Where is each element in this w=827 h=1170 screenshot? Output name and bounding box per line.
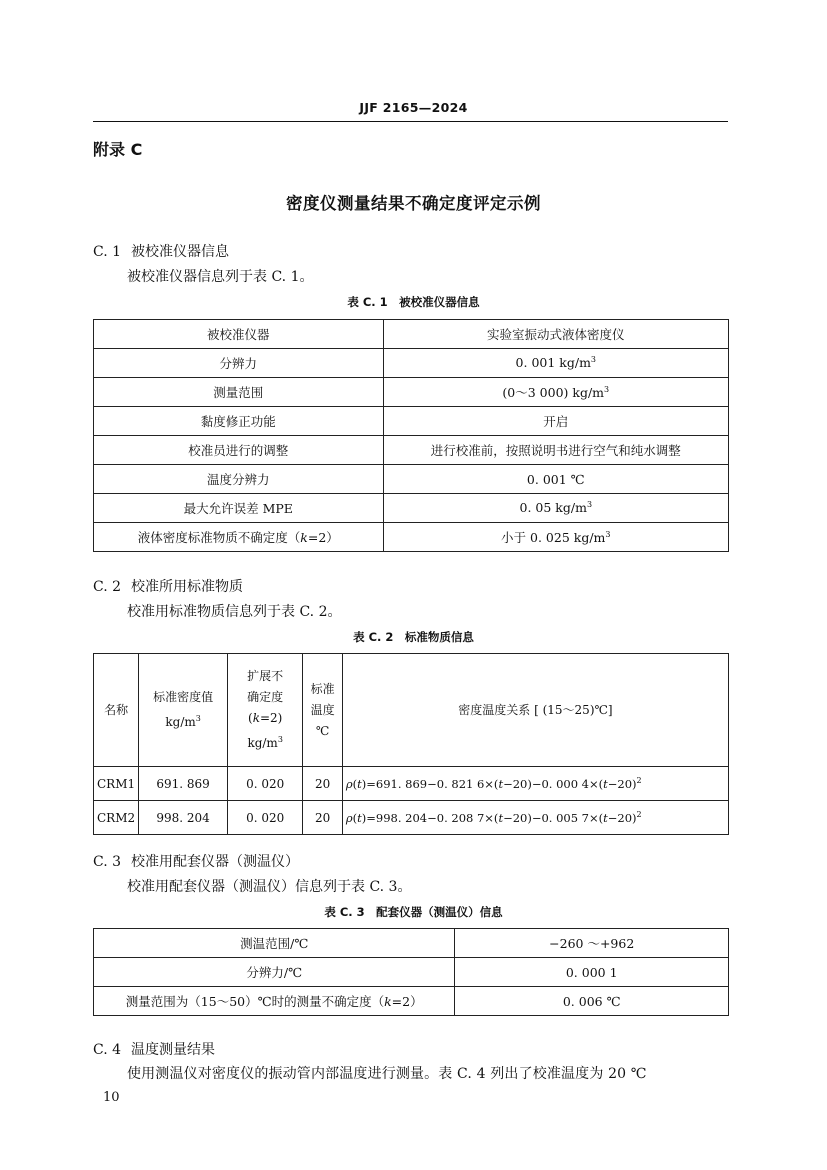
header-temperature: 标准 温度 ℃ [303,654,343,767]
table-cell-value: 实验室振动式液体密度仪 [383,320,728,349]
section-heading-c4 [93,1039,215,1059]
cell-uncertainty: 0. 020 [228,767,303,801]
table-cell-value: 0. 05 $kg/m^3$ [383,494,728,523]
table-cell-value: 进行校准前，按照说明书进行空气和纯水调整 [383,436,728,465]
cell-formula: ρ(t)=691. 869−0. 821 6×(t−20)−0. 000 $4\times(t-20)^2$ [342,767,728,801]
cell-density: 691. 869 [139,767,228,801]
table-cell-label: 分辨力/℃ [94,958,455,987]
table-row [94,378,729,407]
table-cell-value: 小于 0. 025 $kg/m^3$ [383,523,728,552]
section-heading-c2 [93,576,243,596]
table-row [94,494,729,523]
cell-name: CRM1 [94,767,139,801]
cell-uncertainty: 0. 020 [228,801,303,835]
cell-density: 998. 204 [139,801,228,835]
table-row [94,407,729,436]
section-text-c4: 使用测温仪对密度仪的振动管内部温度进行测量。表 C. 4 列出了校准温度为 20 ℃ [127,1066,647,1082]
table1 [93,319,729,552]
cell-formula: ρ(t)=998. 204−0. 208 7×(t−20)−0. 005 $7\times(t-20)^2$ [342,801,728,835]
header-name: 名称 [94,654,139,767]
table-row [94,767,729,801]
table3-caption: 表 C. 3 配套仪器（测温仪）信息 [324,905,503,919]
section-number: C. 2 [93,579,122,595]
table-cell-value: 0. 001 ℃ [383,465,728,494]
table-cell-label: 温度分辨力 [94,465,384,494]
header-rule [93,121,728,122]
section-number: C. 1 [93,244,122,260]
table-row [94,320,729,349]
section-number: C. 3 [93,854,122,870]
table-cell-label: 测量范围 [94,378,384,407]
table2 [93,653,729,835]
cell-name: CRM2 [94,801,139,835]
cell-temp: 20 [303,767,343,801]
section-text-c2: 校准用标准物质信息列于表 C. 2。 [127,604,342,620]
table-cell-label: 校准员进行的调整 [94,436,384,465]
section-title: 温度测量结果 [131,1042,215,1058]
table3 [93,928,729,1016]
table-cell-value: −260 ～+962 [455,929,729,958]
table-cell-label: 分辨力 [94,349,384,378]
table-row [94,436,729,465]
header-uncertainty: 扩展不 确定度 (k=2) $kg/m^3$ [228,654,303,767]
section-number: C. 4 [93,1042,122,1058]
header-density: 标准密度值 $kg/m^3$ [139,654,228,767]
table-cell-value: 0. 000 1 [455,958,729,987]
table-row [94,987,729,1016]
document-code-header: JJF 2165—2024 [359,100,468,115]
section-title: 校准用配套仪器（测温仪） [131,854,299,870]
table-cell-label: 液体密度标准物质不确定度（k=2） [94,523,384,552]
table-cell-label: 测量范围为（15～50）℃时的测量不确定度（k=2） [94,987,455,1016]
table-cell-value: 0. 006 ℃ [455,987,729,1016]
table-header-row [94,654,729,767]
appendix-label: 附录 C [93,140,143,159]
table-row [94,929,729,958]
table-cell-value: 开启 [383,407,728,436]
table-row [94,349,729,378]
header-relation: 密度温度关系 [ (15～25)℃] [342,654,728,767]
section-text-c1: 被校准仪器信息列于表 C. 1。 [127,269,314,285]
table-cell-value: 0. 001 $kg/m^3$ [383,349,728,378]
section-text-c3: 校准用配套仪器（测温仪）信息列于表 C. 3。 [127,879,412,895]
table-row [94,523,729,552]
page-number: 10 [103,1090,120,1105]
cell-temp: 20 [303,801,343,835]
table-cell-label: 测温范围/℃ [94,929,455,958]
table2-caption: 表 C. 2 标准物质信息 [353,630,474,644]
table-row [94,801,729,835]
table1-caption: 表 C. 1 被校准仪器信息 [347,295,480,309]
table-cell-value: (0～3 000) $kg/m^3$ [383,378,728,407]
section-heading-c3 [93,851,299,871]
table-row [94,958,729,987]
section-title: 被校准仪器信息 [131,244,229,260]
page-title: 密度仪测量结果不确定度评定示例 [286,194,541,213]
section-title: 校准所用标准物质 [131,579,243,595]
table-row [94,465,729,494]
table-cell-label: 黏度修正功能 [94,407,384,436]
section-heading-c1 [93,241,229,261]
table-cell-label: 被校准仪器 [94,320,384,349]
table-cell-label: 最大允许误差 MPE [94,494,384,523]
